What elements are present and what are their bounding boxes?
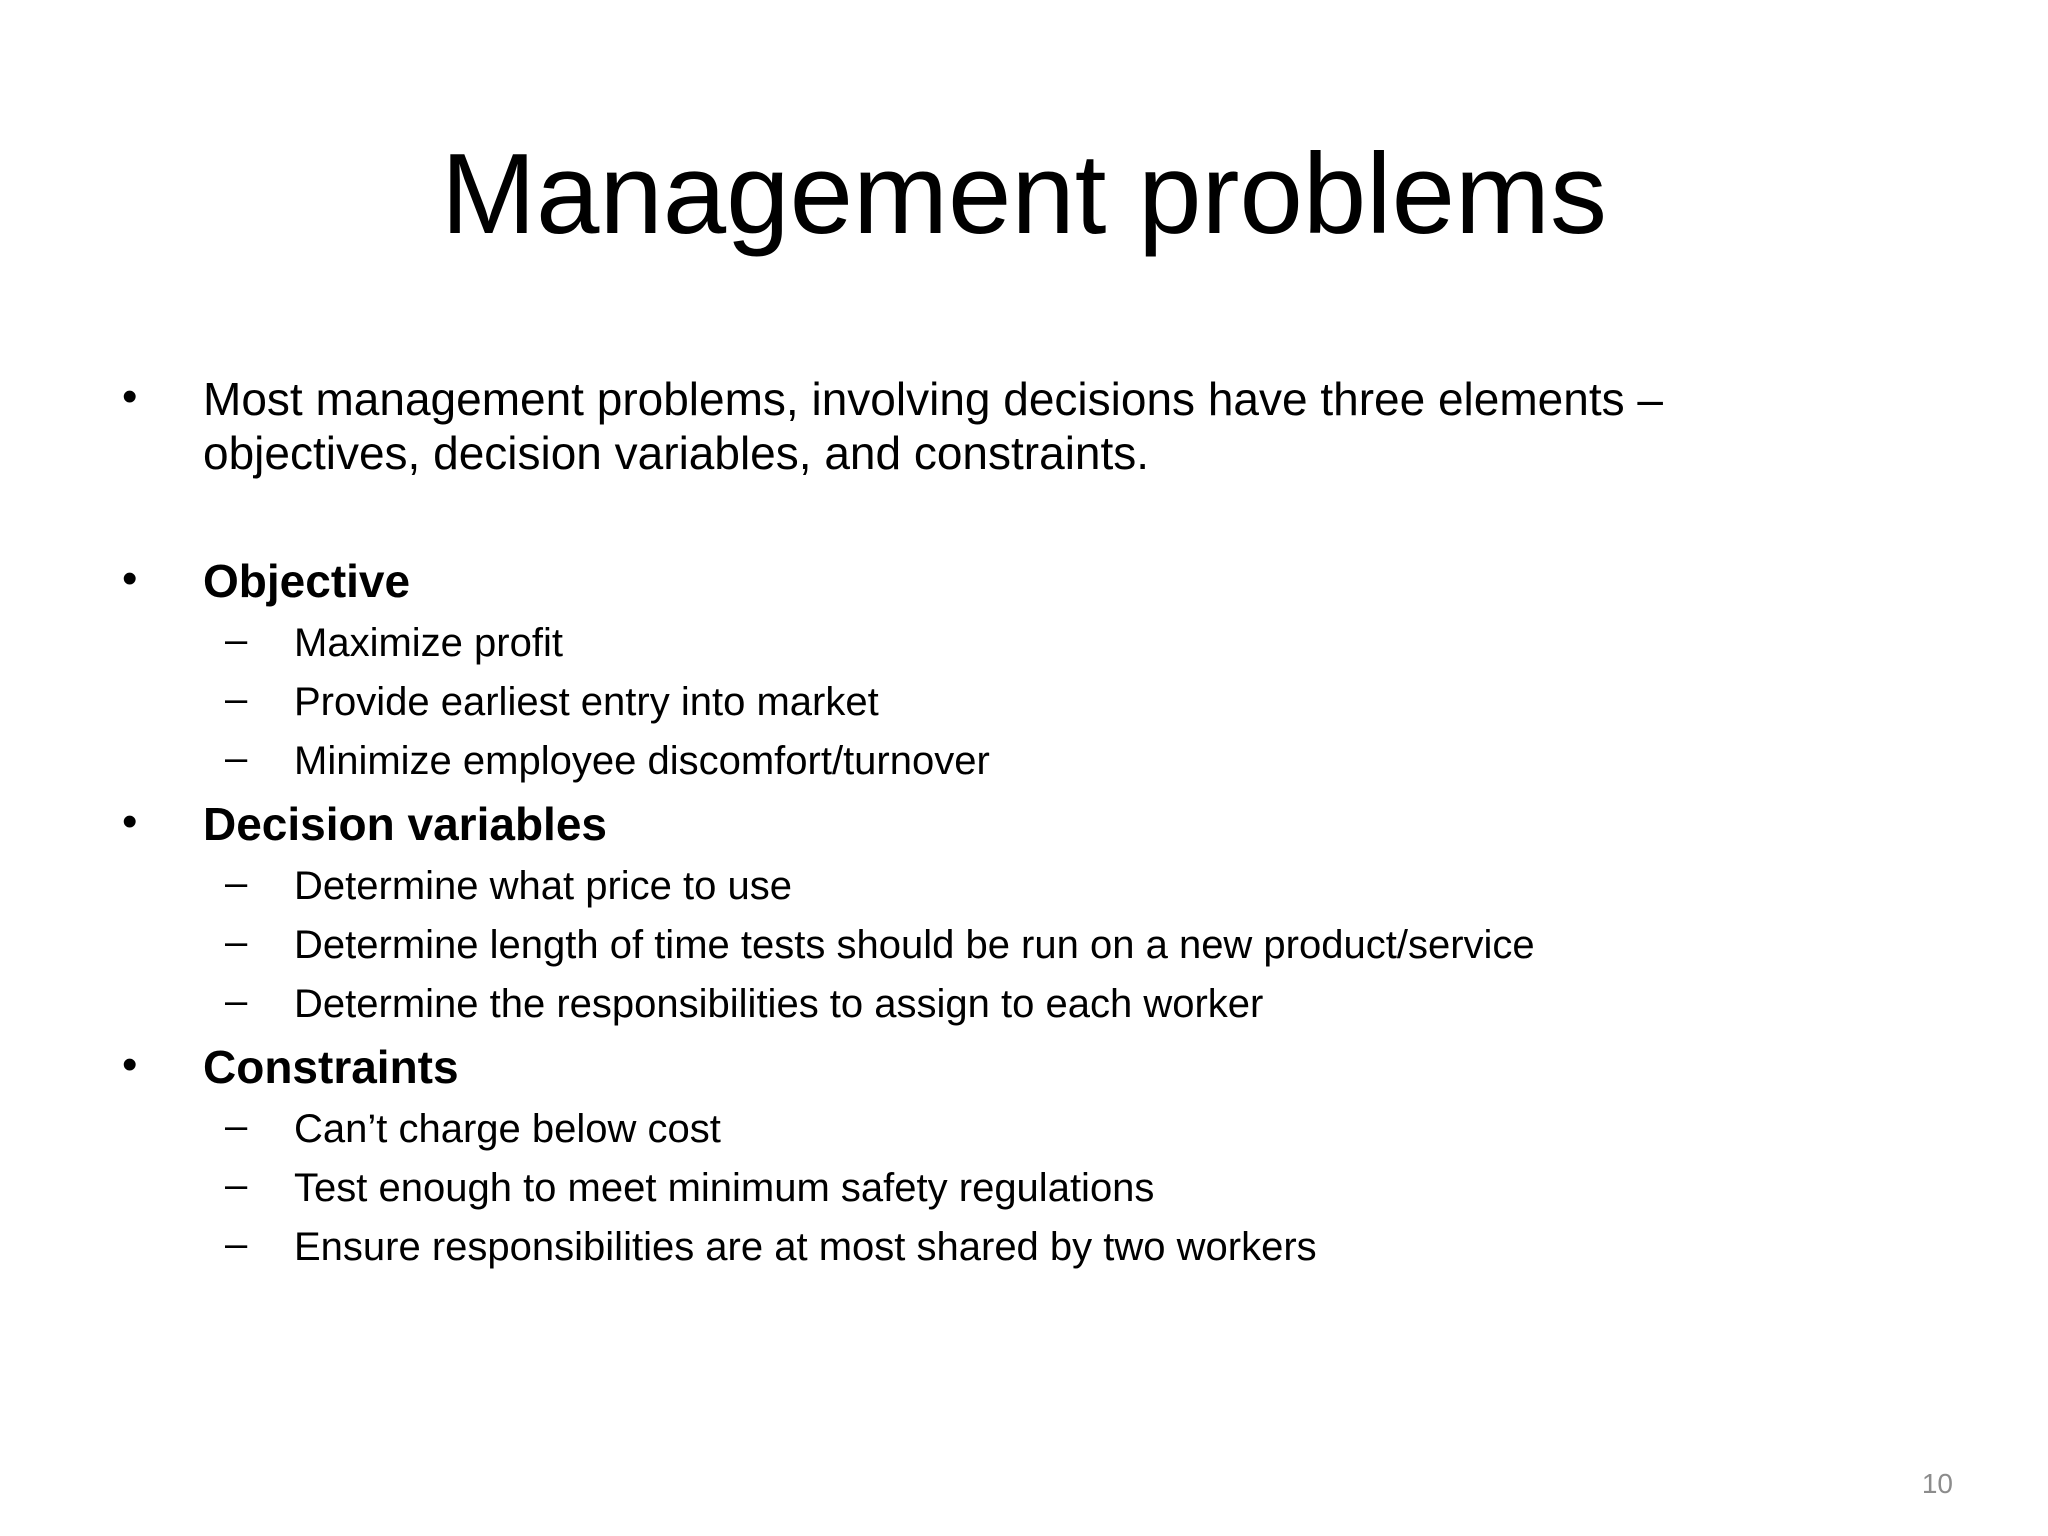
section-heading: Decision variables bbox=[203, 798, 607, 850]
list-item-text: Test enough to meet minimum safety regulations bbox=[294, 1166, 1155, 1210]
bullet-icon: • bbox=[122, 797, 138, 846]
list-item-text: Determine what price to use bbox=[294, 864, 793, 908]
list-item-text: Maximize profit bbox=[294, 621, 563, 665]
list-item-text: Can’t charge below cost bbox=[294, 1107, 721, 1151]
dash-icon: – bbox=[225, 736, 248, 780]
list-item-text: Determine the responsibilities to assign to each worker bbox=[294, 982, 1264, 1026]
intro-text: Most management problems, involving decisions have three elements – objectives, decision variables, and constraints. bbox=[203, 373, 1663, 479]
dash-icon: – bbox=[225, 861, 248, 905]
dash-icon: – bbox=[225, 677, 248, 721]
list-item-text: Minimize employee discomfort/turnover bbox=[294, 739, 990, 783]
list-item-text: Determine length of time tests should be run on a new product/service bbox=[294, 923, 1535, 967]
dash-icon: – bbox=[225, 618, 248, 662]
list-item-text: Ensure responsibilities are at most shared by two workers bbox=[294, 1225, 1317, 1269]
bullet-icon: • bbox=[122, 554, 138, 603]
section-heading: Constraints bbox=[203, 1041, 459, 1093]
dash-icon: – bbox=[225, 920, 248, 964]
dash-icon: – bbox=[225, 979, 248, 1023]
bullet-icon: • bbox=[122, 372, 138, 421]
bullet-icon: • bbox=[122, 1040, 138, 1089]
list-item-text: Provide earliest entry into market bbox=[294, 680, 879, 724]
dash-icon: – bbox=[225, 1222, 248, 1266]
dash-icon: – bbox=[225, 1163, 248, 1207]
page-number: 10 bbox=[1921, 1468, 1953, 1499]
dash-icon: – bbox=[225, 1104, 248, 1148]
slide-title: Management problems bbox=[441, 131, 1607, 258]
section-heading: Objective bbox=[203, 555, 411, 607]
